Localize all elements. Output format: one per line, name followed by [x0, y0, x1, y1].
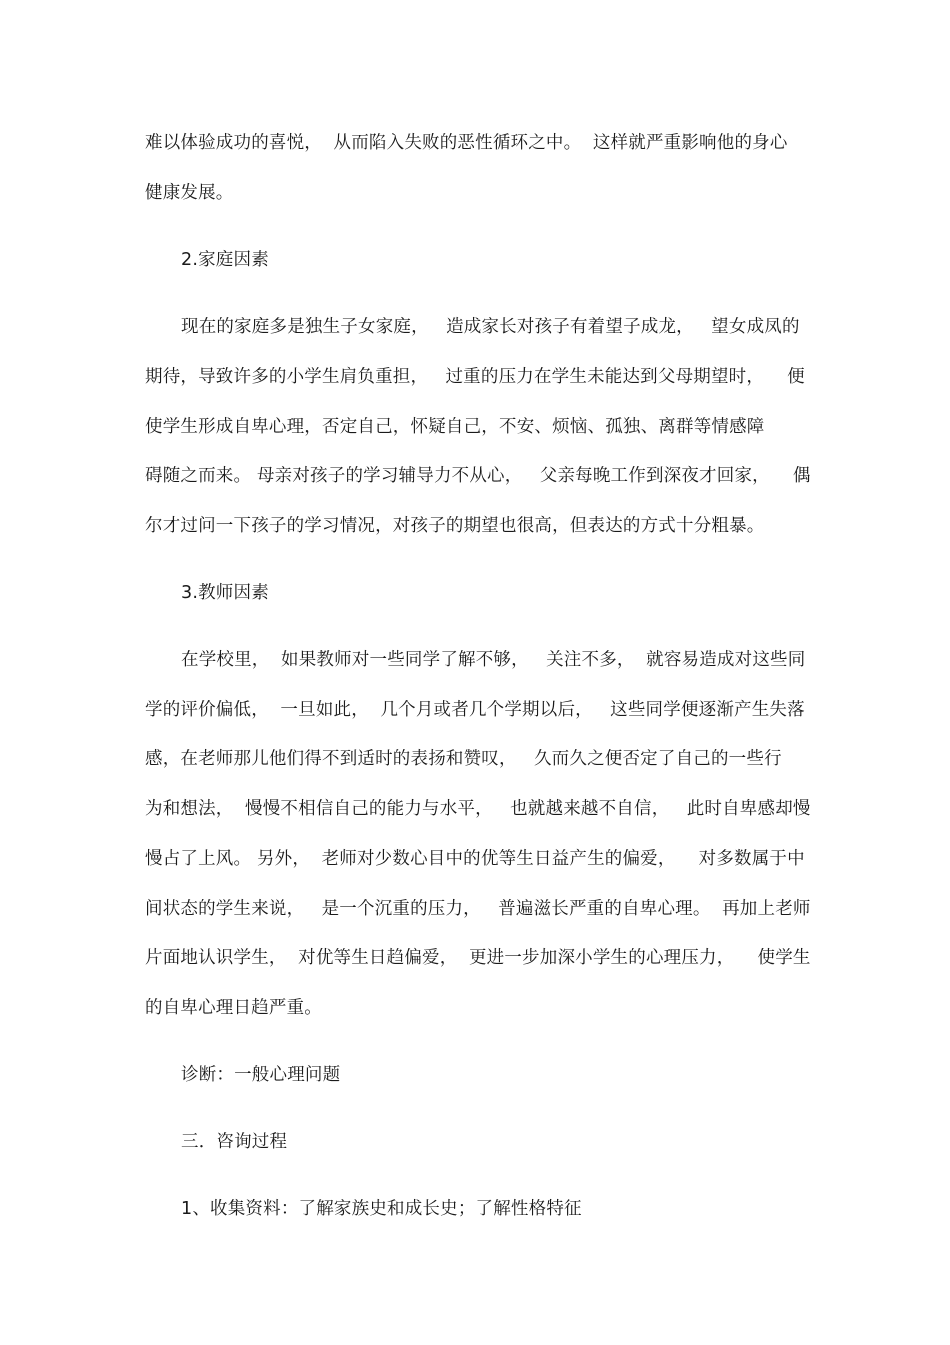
- section-heading: 3.教师因素: [181, 583, 269, 603]
- paragraph-line: 现在的家庭多是独生子女家庭， 造成家长对孩子有着望子成龙， 望女成凤的: [181, 317, 800, 337]
- paragraph-line: 健康发展。: [145, 183, 234, 203]
- section-heading: 2.家庭因素: [181, 250, 269, 270]
- paragraph-line: 间状态的学生来说， 是一个沉重的压力， 普遍滋长严重的自卑心理。 再加上老师: [145, 899, 811, 919]
- paragraph-line: 感，在老师那儿他们得不到适时的表扬和赞叹， 久而久之便否定了自己的一些行: [145, 749, 782, 769]
- paragraph-line: 碍随之而来。 母亲对孩子的学习辅导力不从心， 父亲每晚工作到深夜才回家， 偶: [145, 466, 811, 486]
- paragraph-line: 尔才过问一下孩子的学习情况，对孩子的期望也很高，但表达的方式十分粗暴。: [145, 516, 765, 536]
- paragraph-line: 难以体验成功的喜悦， 从而陷入失败的恶性循环之中。 这样就严重影响他的身心: [145, 133, 788, 153]
- paragraph-line: 学的评价偏低， 一旦如此， 几个月或者几个学期以后， 这些同学便逐渐产生失落: [145, 700, 805, 720]
- paragraph-line: 期待，导致许多的小学生肩负重担， 过重的压力在学生未能达到父母期望时， 便: [145, 367, 805, 387]
- paragraph-line: 使学生形成自卑心理，否定自己，怀疑自己，不安、烦恼、孤独、离群等情感障: [145, 417, 765, 437]
- paragraph-line: 片面地认识学生， 对优等生日趋偏爱， 更进一步加深小学生的心理压力， 使学生: [145, 948, 811, 968]
- section-heading: 三．咨询过程: [181, 1132, 288, 1152]
- paragraph-line: 为和想法， 慢慢不相信自己的能力与水平， 也就越来越不自信， 此时自卑感却慢: [145, 799, 811, 819]
- paragraph-line: 慢占了上风。 另外， 老师对少数心目中的优等生日益产生的偏爱， 对多数属于中: [145, 849, 805, 869]
- list-item: 1、收集资料：了解家族史和成长史；了解性格特征: [181, 1199, 582, 1219]
- diagnosis-line: 诊断：一般心理问题: [181, 1065, 341, 1085]
- paragraph-line: 在学校里， 如果教师对一些同学了解不够， 关注不多， 就容易造成对这些同: [181, 650, 806, 670]
- paragraph-line: 的自卑心理日趋严重。: [145, 998, 322, 1018]
